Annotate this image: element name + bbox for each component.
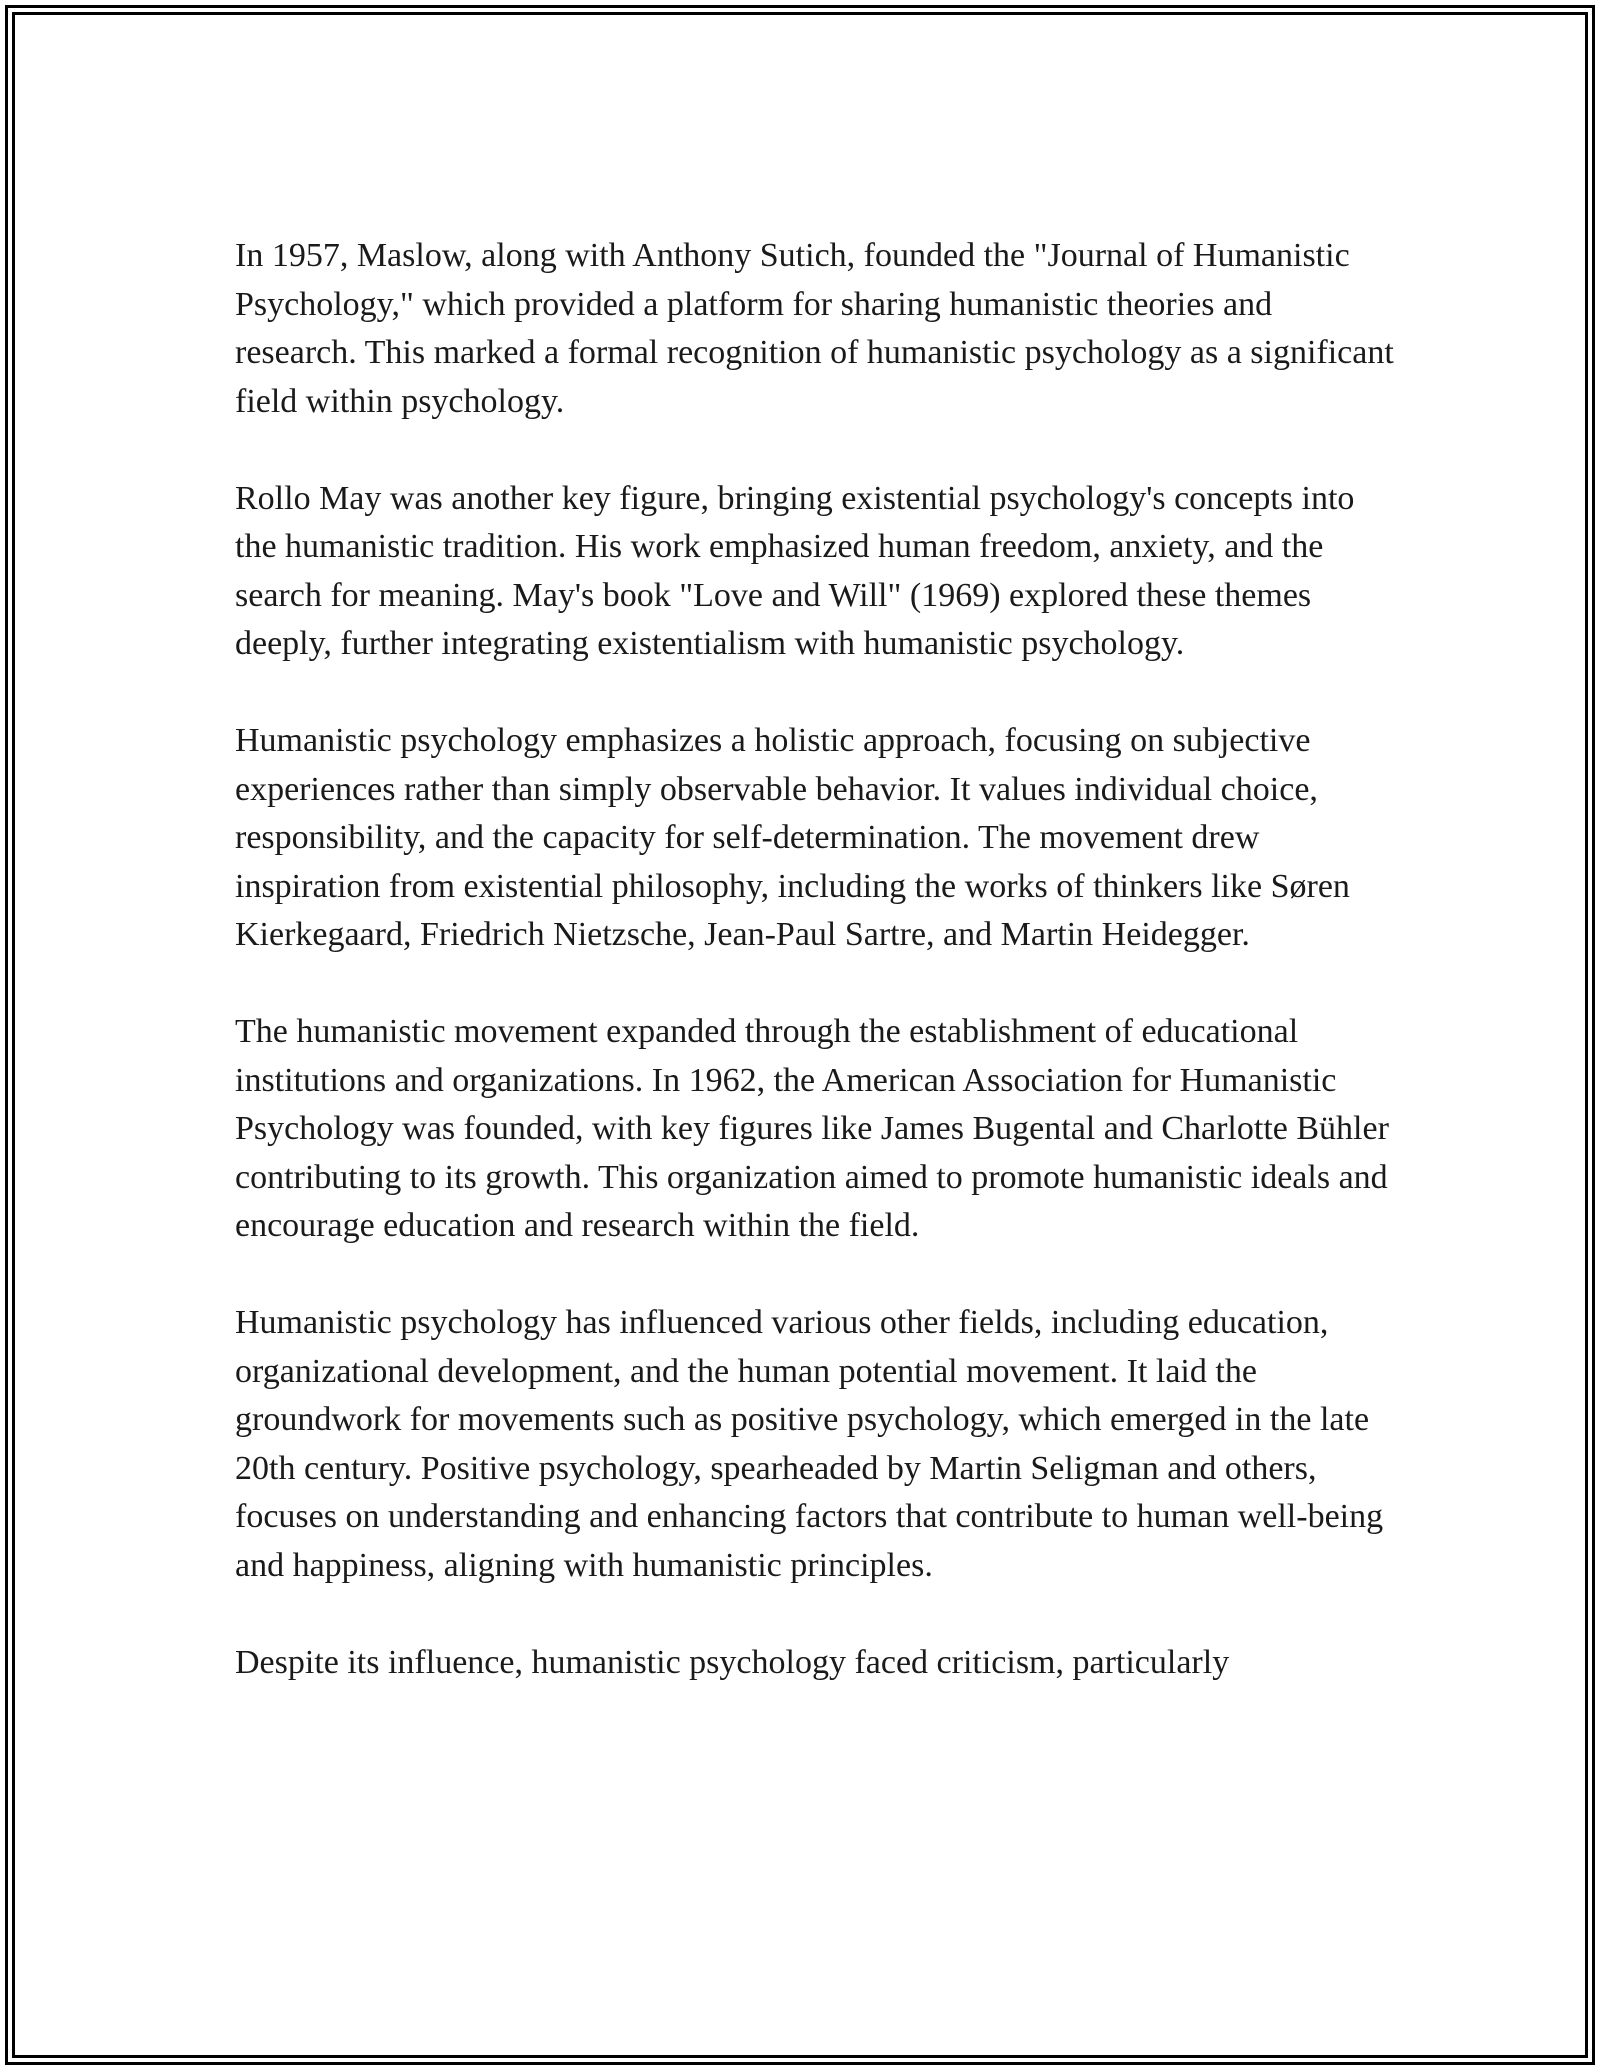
paragraph-holistic-approach: Humanistic psychology emphasizes a holistic approach, focusing on subjective experiences rather than simply observable behavior. It values individual choice, responsibility, and the capacity for self-determination. The movement drew inspiration from existential philosophy, including the works of thinkers like Søren Kierkegaard, Friedrich Nietzsche, Jean-Paul Sartre, and Martin Heidegger. — [235, 722, 1350, 953]
document-body — [235, 232, 1395, 1687]
paragraph-movement-expansion: The humanistic movement expanded through the establishment of educational institutions and organizations. In 1962, the American Association for Humanistic Psychology was founded, with key figures like James Bugental and Charlotte Bühler contributing to its growth. This organization aimed to promote humanistic ideals and encourage education and research within the field. — [235, 1013, 1389, 1244]
paragraph-journal-founding: In 1957, Maslow, along with Anthony Sutich, founded the "Journal of Humanistic Psychology," which provided a platform for sharing humanistic theories and research. This marked a formal recognition of humanistic psychology as a significant field within psychology. — [235, 237, 1394, 420]
paragraph-criticism: Despite its influence, humanistic psychology faced criticism, particularly — [235, 1643, 1230, 1681]
paragraph-rollo-may: Rollo May was another key figure, bringing existential psychology's concepts into the humanistic tradition. His work emphasized human freedom, anxiety, and the search for meaning. May's book "Love and Will" (1969) explored these themes deeply, further integrating existentialism with humanistic psychology. — [235, 479, 1355, 662]
paragraph-influence-fields: Humanistic psychology has influenced various other fields, including education, organizational development, and the human potential movement. It laid the groundwork for movements such as positive psychology, which emerged in the late 20th century. Positive psychology, spearheaded by Martin Seligman and others, focuses on understanding and enhancing factors that contribute to human well-being and happiness, aligning with humanistic principles. — [235, 1304, 1384, 1584]
